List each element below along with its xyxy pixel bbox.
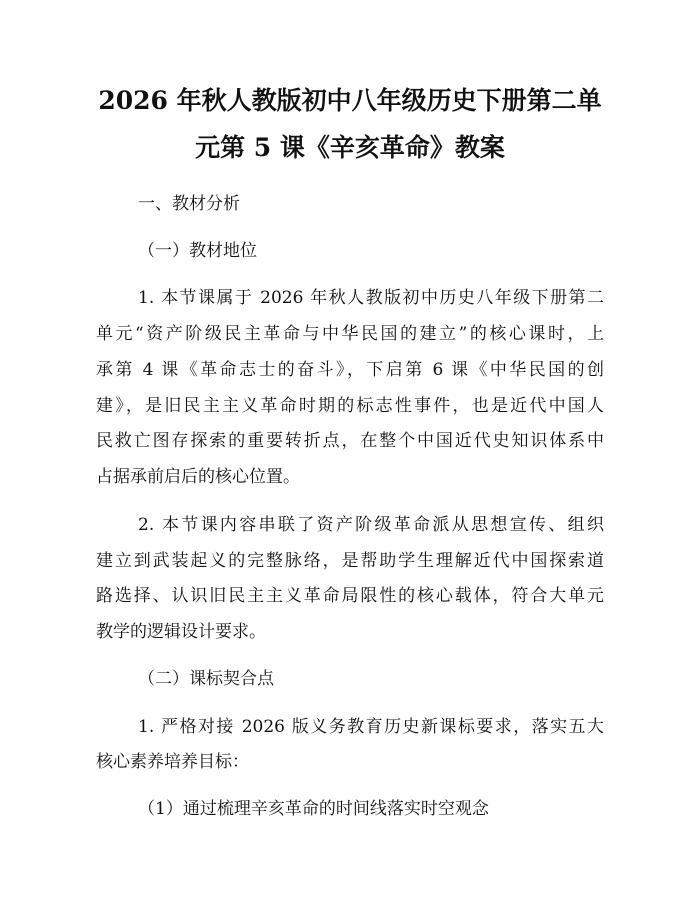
subsection-heading-material-position: （一）教材地位	[138, 241, 257, 261]
paragraph-line: 核心素养培养目标：	[96, 752, 249, 772]
paragraph-line: 建立到武装起义的完整脉络，是帮助学生理解近代中国探索道	[96, 551, 604, 571]
paragraph-line: 路选择、认识旧民主主义革命局限性的核心载体，符合大单元	[96, 586, 604, 606]
paragraph-line: 民救亡图存探索的重要转折点，在整个中国近代史知识体系中	[96, 431, 604, 451]
paragraph-line: 建》，是旧民主主义革命时期的标志性事件，也是近代中国人	[96, 396, 604, 416]
list-item-spatiotemporal: （1）通过梳理辛亥革命的时间线落实时空观念	[138, 799, 489, 819]
subsection-heading-curriculum-standard: （二）课标契合点	[138, 669, 274, 689]
paragraph-line: 教学的逻辑设计要求。	[96, 622, 266, 642]
document-title-line-1: 2026 年秋人教版初中八年级历史下册第二单	[98, 86, 602, 115]
document-title-line-2: 元第 5 课《辛亥革命》教案	[195, 133, 505, 162]
paragraph-line: 1. 严格对接 2026 版义务教育历史新课标要求，落实五大	[138, 717, 604, 737]
paragraph-line: 承第 4 课《革命志士的奋斗》，下启第 6 课《中华民国的创	[96, 360, 604, 380]
section-heading-materials-analysis: 一、教材分析	[138, 194, 240, 214]
paragraph-line: 2. 本节课内容串联了资产阶级革命派从思想宣传、组织	[138, 515, 604, 535]
paragraph-line: 1. 本节课属于 2026 年秋人教版初中历史八年级下册第二	[138, 288, 604, 308]
paragraph-line: 占据承前启后的核心位置。	[96, 467, 300, 487]
paragraph-line: 单元“资产阶级民主革命与中华民国的建立”的核心课时，上	[96, 324, 604, 344]
